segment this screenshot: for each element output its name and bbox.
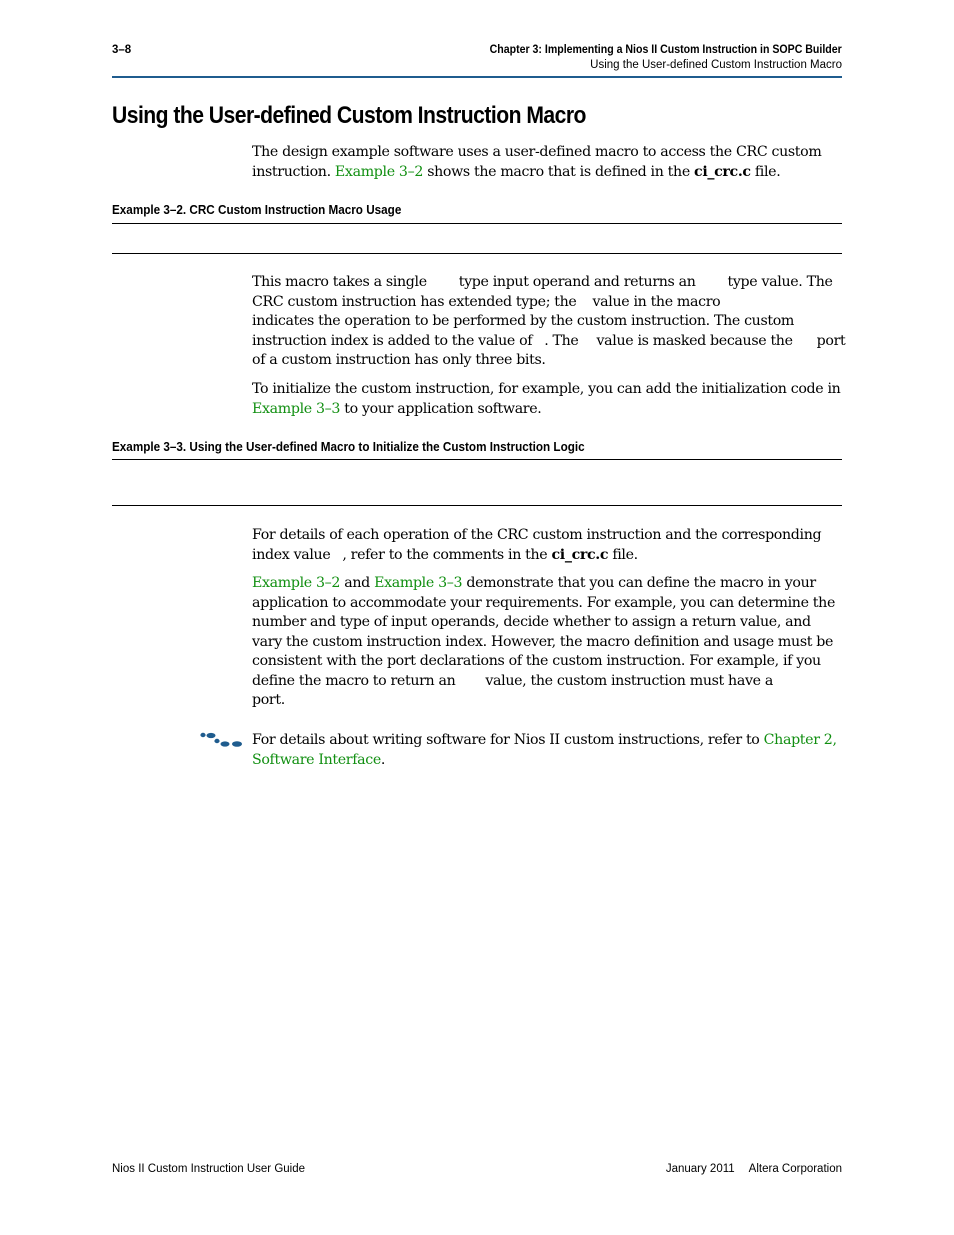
para5-line-1	[252, 574, 842, 594]
example-3-2-bottom-rule	[112, 253, 842, 254]
running-chapter-title: Chapter 3: Implementing a Nios II Custom Instruction in SOPC Builder	[489, 44, 842, 56]
para3-line-1: To initialize the custom instruction, for example, you can add the initialization code in	[252, 381, 841, 397]
footer-company: Altera Corporation	[748, 1163, 842, 1175]
para5-text: demonstrate that you can define the macro in your	[466, 575, 816, 591]
intro-text: shows the macro that is defined in the	[427, 163, 690, 180]
flexibility-paragraph	[252, 574, 842, 711]
link-example-3-3[interactable]: Example 3–3	[252, 400, 341, 417]
note-text: .	[380, 751, 386, 768]
para2-text: value is masked because the	[596, 332, 793, 349]
intro-text: file.	[754, 163, 781, 180]
intro-paragraph	[252, 143, 842, 182]
para2-text: CRC custom instruction has extended type; the	[252, 293, 577, 310]
para5-text: and	[344, 575, 370, 591]
para4-text: file.	[612, 546, 638, 563]
para2-line-2	[252, 293, 842, 313]
para2-text: . The	[544, 332, 579, 349]
initialize-paragraph	[252, 380, 842, 419]
para5-line-4: vary the custom instruction index. However, the macro definition and usage must be	[252, 633, 834, 650]
para2-text: This macro takes a single	[252, 274, 427, 290]
para5-line-3: number and type of input operands, decide whether to assign a return value, and	[252, 614, 811, 630]
footer-publication-info	[666, 1163, 842, 1175]
intro-line-2	[252, 163, 842, 183]
note-text: For details about writing software for Nios II custom instructions, refer to	[252, 732, 760, 748]
page-number: 3–8	[112, 44, 132, 56]
para2-line-1	[252, 273, 842, 293]
details-paragraph	[252, 526, 842, 565]
link-example-3-2[interactable]: Example 3–2	[334, 163, 424, 180]
para4-line-1: For details of each operation of the CRC custom instruction and the corresponding	[252, 527, 822, 543]
para4-text: , refer to the comments in the	[342, 546, 548, 563]
para5-text: define the macro to return an	[252, 672, 456, 689]
para5-line-2: application to accommodate your requirements. For example, you can determine the	[252, 594, 835, 611]
section-title: Using the User-defined Custom Instruction Macro	[112, 102, 586, 129]
para5-line-5: consistent with the port declarations of the custom instruction. For example, if you	[252, 653, 821, 669]
para2-line-4	[252, 332, 846, 352]
link-example-3-3[interactable]: Example 3–3	[374, 575, 463, 591]
filename: ci_crc.c	[694, 163, 751, 180]
example-3-3-top-rule	[112, 459, 842, 460]
para5-line-6	[252, 672, 842, 692]
footer-date: January 2011	[665, 1163, 735, 1175]
link-chapter-2[interactable]: Chapter 2,	[763, 732, 837, 748]
note-paragraph	[252, 731, 842, 770]
intro-line-1: The design example software uses a user-defined macro to access the CRC custom	[252, 144, 822, 160]
para2-text: type input operand and returns an	[458, 274, 696, 290]
para5-text: value, the custom instruction must have a	[485, 672, 773, 689]
para3-line-2	[252, 400, 842, 420]
example-3-3-bottom-rule	[112, 505, 842, 506]
para5-line-7: port.	[252, 692, 285, 708]
para3-text: to your application software.	[344, 400, 542, 417]
macro-description-paragraph	[252, 273, 846, 371]
example-3-3-caption: Example 3–3. Using the User-defined Macro to Initialize the Custom Instruction Logic	[112, 439, 585, 454]
intro-text: instruction.	[252, 163, 331, 180]
note-line-1	[252, 731, 842, 751]
footer-guide-title: Nios II Custom Instruction User Guide	[112, 1163, 306, 1175]
para2-text: type value. The	[727, 274, 833, 290]
example-3-2-caption: Example 3–2. CRC Custom Instruction Macro Usage	[112, 202, 402, 217]
header-rule	[112, 76, 842, 78]
para4-line-2	[252, 546, 842, 566]
footprints-icon	[200, 732, 244, 750]
link-example-3-2[interactable]: Example 3–2	[252, 575, 341, 591]
para2-line-3: indicates the operation to be performed by the custom instruction. The custom	[252, 313, 795, 329]
note-line-2	[252, 751, 842, 771]
filename: ci_crc.c	[551, 546, 609, 563]
para2-text: instruction index is added to the value of	[252, 332, 533, 349]
para2-line-5: of a custom instruction has only three bits.	[252, 352, 546, 368]
example-3-2-top-rule	[112, 223, 842, 224]
link-software-interface[interactable]: Software Interface	[252, 751, 381, 768]
running-section-title: Using the User-defined Custom Instruction Macro	[590, 59, 842, 71]
para2-text: value in the macro	[592, 293, 721, 310]
para2-text: port	[816, 332, 846, 349]
para4-text: index value	[252, 546, 331, 563]
